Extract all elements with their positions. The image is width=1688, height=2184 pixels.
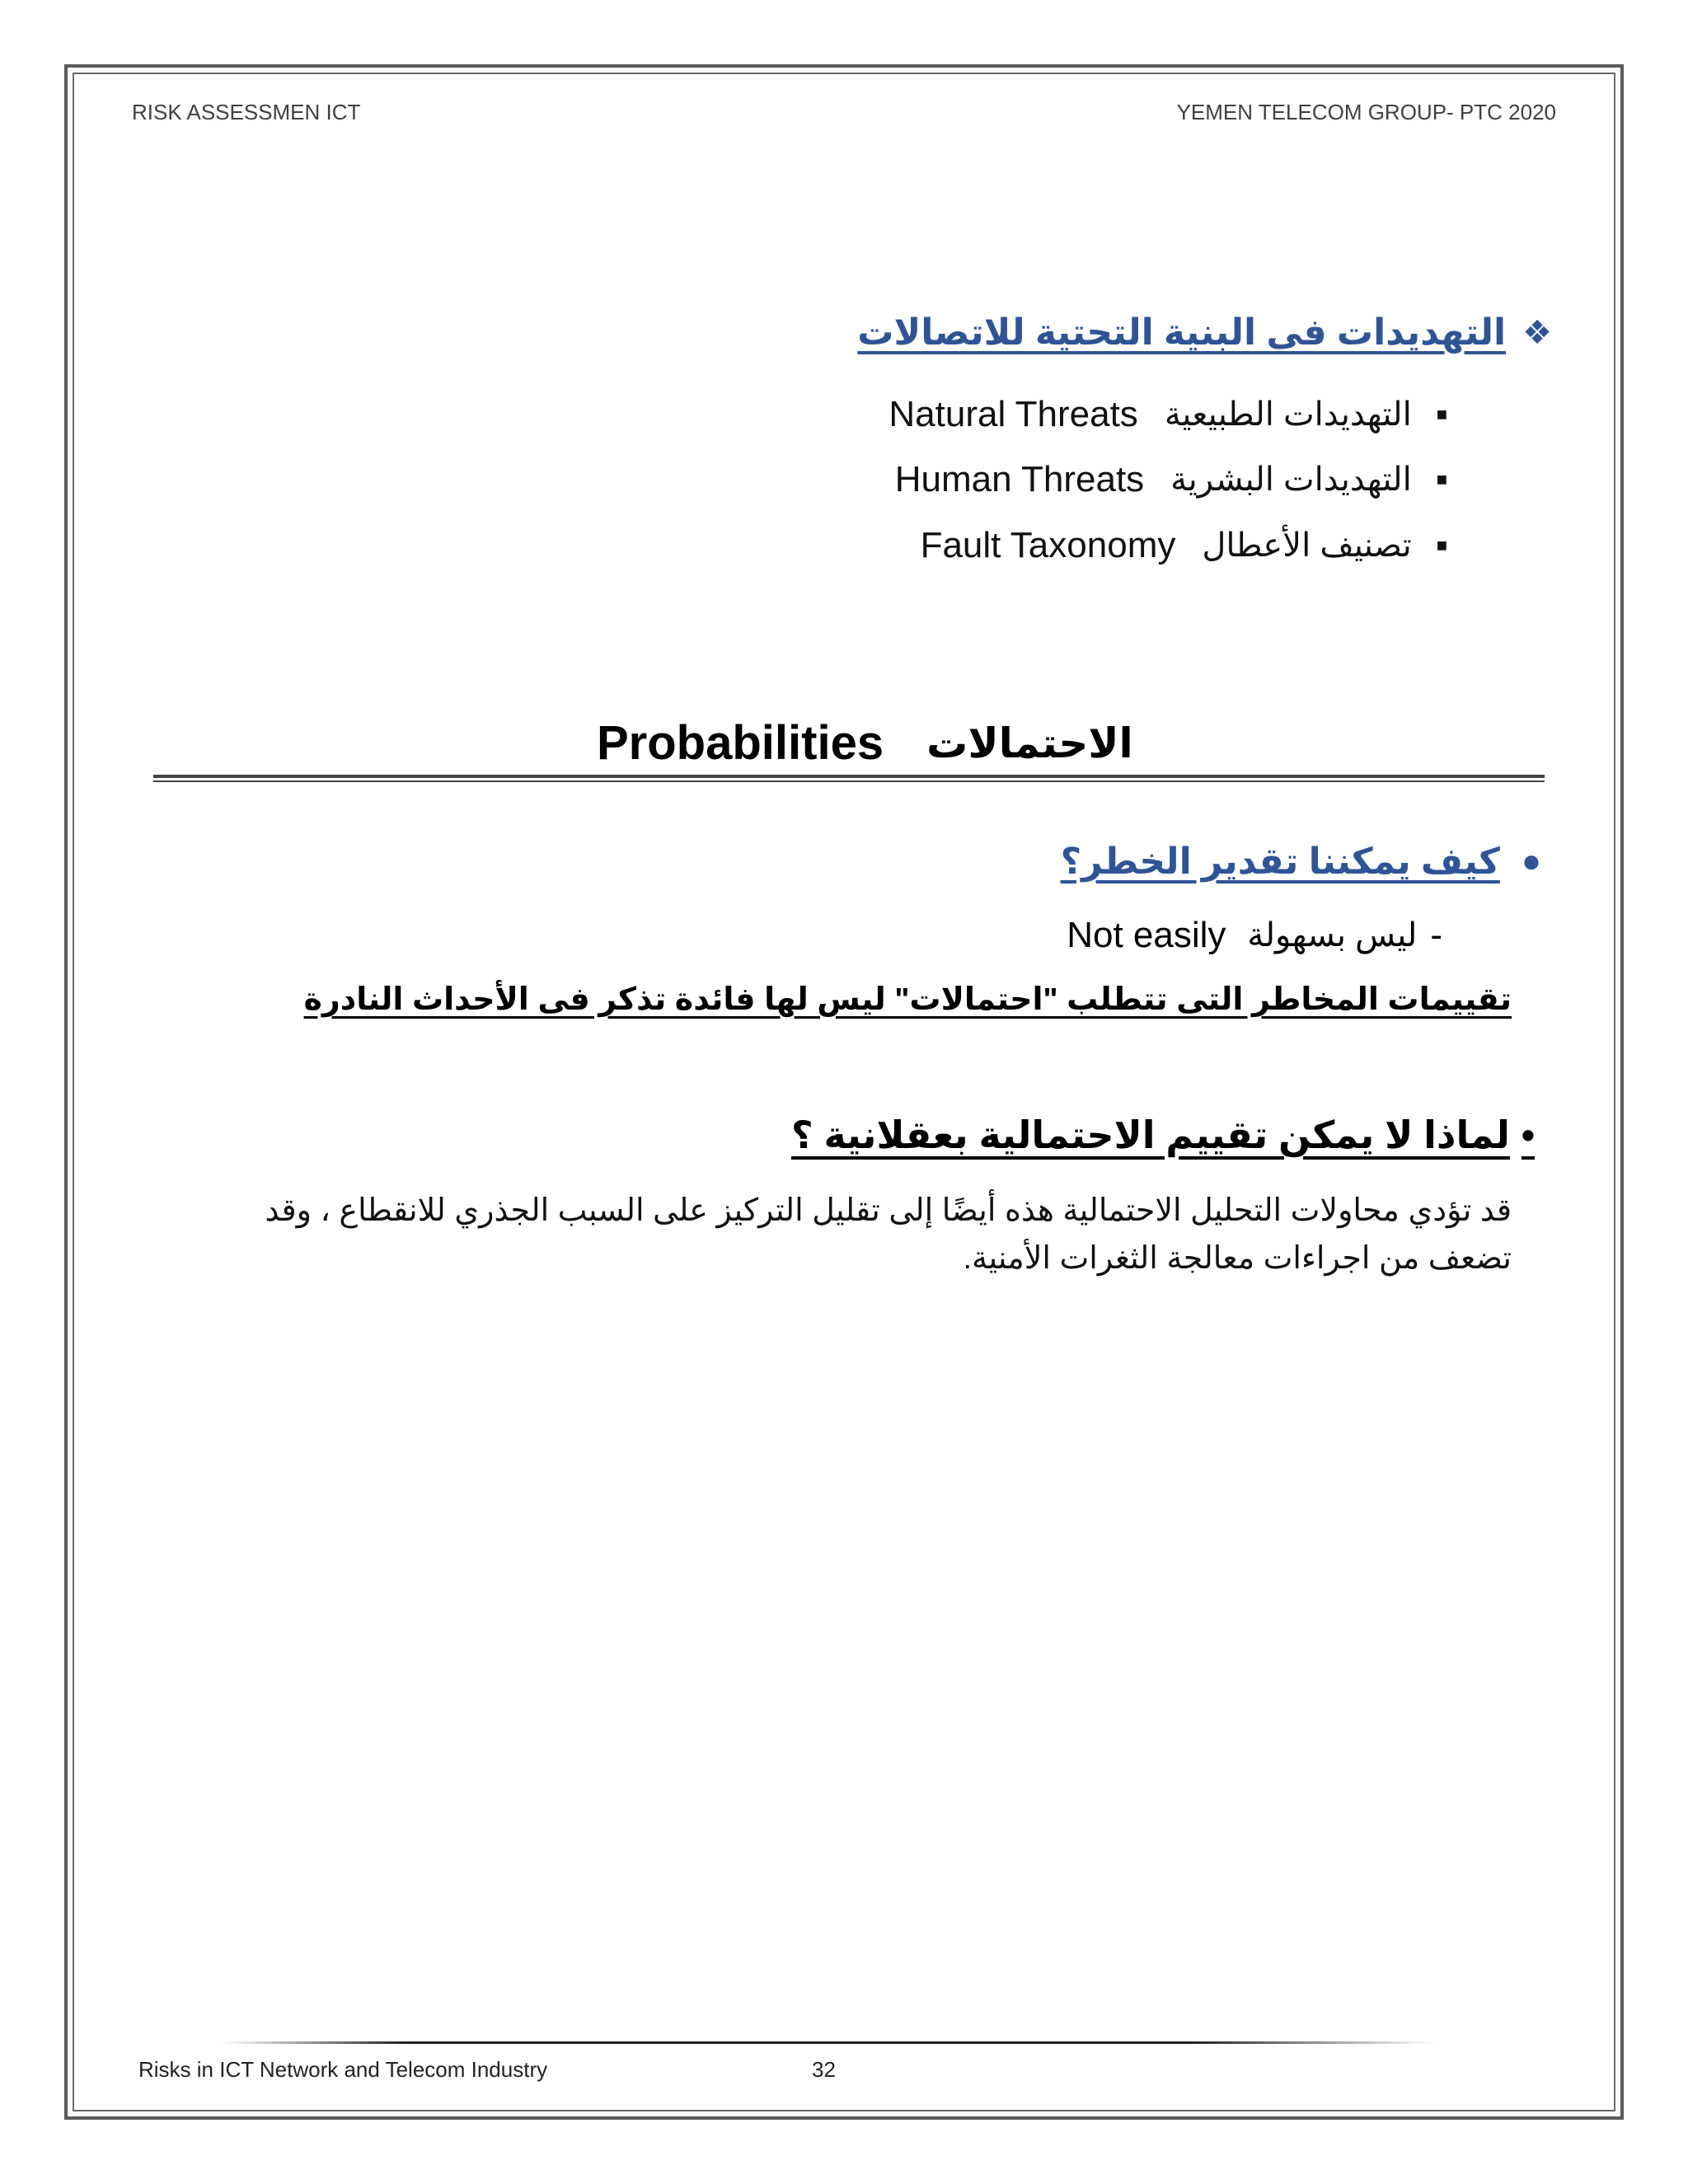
diamond-bullet-icon: ❖ [1522, 314, 1552, 351]
threat-item-ar: التهديدات البشرية [1170, 462, 1412, 498]
threat-item [895, 459, 1447, 500]
probabilities-heading-ar: الاحتمالات [926, 719, 1133, 766]
question-2-paragraph: قد تؤدي محاولات التحليل الاحتمالية هذه أيضًا إلى تقليل التركيز على السبب الجذري للانقطاع ، وقد تضعف من اجراءات معالجة الثغرات الأمنية. [265, 1193, 1512, 1276]
threat-item-en: Fault Taxonomy [920, 525, 1176, 565]
section-title [857, 312, 1552, 354]
threat-item-en: Natural Threats [889, 394, 1138, 434]
answer-en: Not easily [1067, 915, 1226, 955]
heading-rule-thick [153, 775, 1545, 778]
question-2-text: لماذا لا يمكن تقييم الاحتمالية بعقلانية ؟ [791, 1113, 1510, 1156]
threat-item-en: Human Threats [894, 459, 1145, 499]
question-1-answer [1067, 915, 1442, 956]
footer-rule [223, 2041, 1434, 2044]
threat-item [921, 525, 1447, 566]
footer-title: Risks in ICT Network and Telecom Industry [138, 2057, 548, 2082]
heading-rule-thin [153, 780, 1545, 782]
header-right: YEMEN TELECOM GROUP- PTC 2020 [1176, 100, 1556, 124]
section-title-text: التهديدات فى البنية التحتية للاتصالات [857, 312, 1507, 353]
round-bullet-icon: ● [1521, 843, 1541, 879]
question-2 [791, 1113, 1535, 1157]
question-1 [1061, 841, 1541, 883]
answer-dash: - [1430, 915, 1442, 955]
threat-item-ar: تصنيف الأعطال [1202, 527, 1412, 564]
answer-ar: ليس بسهولة [1247, 917, 1418, 954]
probabilities-heading [597, 715, 1133, 771]
question-2-bullet: • [1521, 1113, 1535, 1156]
question-1-note: تقييمات المخاطر التى تتطلب "احتمالات" ليس لها فائدة تذكر فى الأحداث النادرة [303, 982, 1512, 1017]
square-bullet-icon: ■ [1436, 469, 1447, 490]
threat-item [889, 394, 1447, 435]
square-bullet-icon: ■ [1436, 404, 1447, 424]
question-1-text: كيف يمكننا تقدير الخطر؟ [1060, 841, 1500, 882]
square-bullet-icon: ■ [1436, 535, 1447, 555]
probabilities-heading-en: Probabilities [597, 716, 884, 770]
header-left: RISK ASSESSMEN ICT [132, 100, 361, 124]
threat-item-ar: التهديدات الطبيعية [1164, 396, 1412, 433]
page-border-inner [73, 73, 1615, 2111]
page-number: 32 [812, 2057, 836, 2082]
